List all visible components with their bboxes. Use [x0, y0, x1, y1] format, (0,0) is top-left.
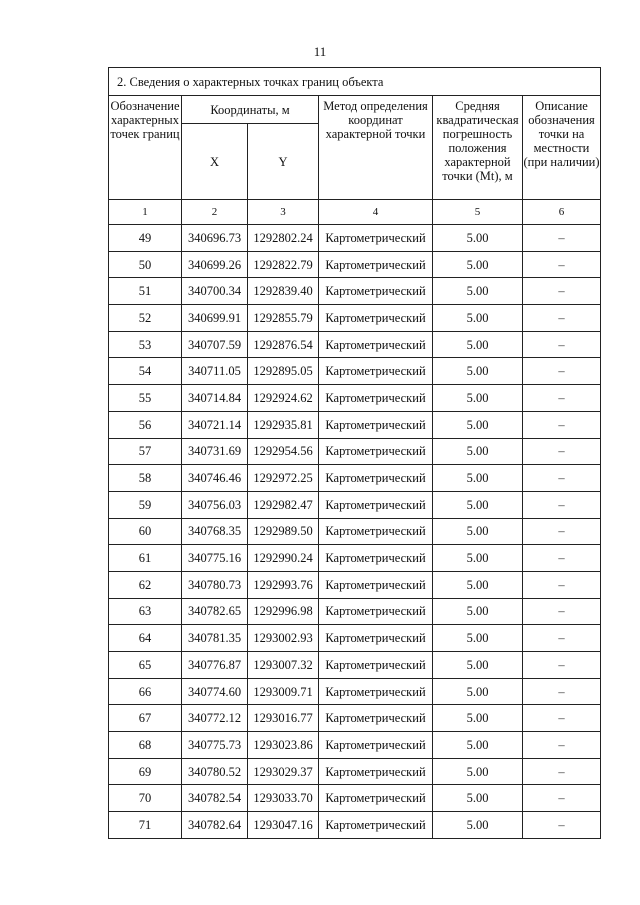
method-cell: Картометрический [319, 545, 433, 572]
accuracy-cell: 5.00 [433, 518, 523, 545]
boundary-points-table [108, 67, 601, 839]
accuracy-cell: 5.00 [433, 251, 523, 278]
description-cell: – [523, 385, 601, 412]
y-coordinate-cell: 1292935.81 [248, 411, 319, 438]
description-cell: – [523, 411, 601, 438]
y-coordinate-cell: 1293007.32 [248, 652, 319, 679]
description-cell: – [523, 785, 601, 812]
y-coordinate-cell: 1292802.24 [248, 225, 319, 252]
table-row [109, 625, 601, 652]
table-row [109, 385, 601, 412]
accuracy-cell: 5.00 [433, 625, 523, 652]
accuracy-cell: 5.00 [433, 305, 523, 332]
method-cell: Картометрический [319, 278, 433, 305]
x-coordinate-cell: 340775.73 [182, 732, 248, 759]
x-coordinate-cell: 340776.87 [182, 652, 248, 679]
accuracy-cell: 5.00 [433, 225, 523, 252]
description-cell: – [523, 758, 601, 785]
header-description: Описание обозначения точки на местности (при наличии) [523, 96, 601, 200]
table-row [109, 652, 601, 679]
point-number-cell: 64 [109, 625, 182, 652]
x-coordinate-cell: 340780.52 [182, 758, 248, 785]
description-cell: – [523, 358, 601, 385]
x-coordinate-cell: 340714.84 [182, 385, 248, 412]
point-number-cell: 68 [109, 732, 182, 759]
column-number: 5 [433, 200, 523, 225]
method-cell: Картометрический [319, 785, 433, 812]
accuracy-cell: 5.00 [433, 732, 523, 759]
x-coordinate-cell: 340780.73 [182, 571, 248, 598]
x-coordinate-cell: 340696.73 [182, 225, 248, 252]
description-cell: – [523, 225, 601, 252]
description-cell: – [523, 598, 601, 625]
point-number-cell: 54 [109, 358, 182, 385]
accuracy-cell: 5.00 [433, 678, 523, 705]
accuracy-cell: 5.00 [433, 571, 523, 598]
method-cell: Картометрический [319, 358, 433, 385]
x-coordinate-cell: 340746.46 [182, 465, 248, 492]
method-cell: Картометрический [319, 411, 433, 438]
point-number-cell: 63 [109, 598, 182, 625]
header-y: Y [248, 124, 319, 200]
x-coordinate-cell: 340699.91 [182, 305, 248, 332]
accuracy-cell: 5.00 [433, 758, 523, 785]
y-coordinate-cell: 1292876.54 [248, 331, 319, 358]
header-x: X [182, 124, 248, 200]
x-coordinate-cell: 340699.26 [182, 251, 248, 278]
table-row [109, 545, 601, 572]
x-coordinate-cell: 340782.65 [182, 598, 248, 625]
table-row [109, 305, 601, 332]
description-cell: – [523, 652, 601, 679]
y-coordinate-cell: 1292982.47 [248, 491, 319, 518]
description-cell: – [523, 625, 601, 652]
y-coordinate-cell: 1292989.50 [248, 518, 319, 545]
description-cell: – [523, 545, 601, 572]
page-number: 11 [313, 44, 327, 59]
point-number-cell: 55 [109, 385, 182, 412]
x-coordinate-cell: 340774.60 [182, 678, 248, 705]
column-number: 2 [182, 200, 248, 225]
column-number: 4 [319, 200, 433, 225]
x-coordinate-cell: 340707.59 [182, 331, 248, 358]
column-number: 6 [523, 200, 601, 225]
table-row [109, 411, 601, 438]
x-coordinate-cell: 340731.69 [182, 438, 248, 465]
method-cell: Картометрический [319, 331, 433, 358]
accuracy-cell: 5.00 [433, 785, 523, 812]
y-coordinate-cell: 1292855.79 [248, 305, 319, 332]
column-number: 3 [248, 200, 319, 225]
table-body [109, 225, 601, 839]
method-cell: Картометрический [319, 812, 433, 839]
point-number-cell: 69 [109, 758, 182, 785]
table-row [109, 785, 601, 812]
point-number-cell: 70 [109, 785, 182, 812]
y-coordinate-cell: 1293023.86 [248, 732, 319, 759]
table-row [109, 438, 601, 465]
method-cell: Картометрический [319, 571, 433, 598]
method-cell: Картометрический [319, 732, 433, 759]
accuracy-cell: 5.00 [433, 438, 523, 465]
point-number-cell: 65 [109, 652, 182, 679]
table-row [109, 465, 601, 492]
accuracy-cell: 5.00 [433, 411, 523, 438]
table-row [109, 812, 601, 839]
y-coordinate-cell: 1292993.76 [248, 571, 319, 598]
method-cell: Картометрический [319, 518, 433, 545]
x-coordinate-cell: 340782.54 [182, 785, 248, 812]
description-cell: – [523, 251, 601, 278]
table-row [109, 705, 601, 732]
point-number-cell: 56 [109, 411, 182, 438]
method-cell: Картометрический [319, 225, 433, 252]
table-row [109, 518, 601, 545]
table-row [109, 732, 601, 759]
description-cell: – [523, 732, 601, 759]
description-cell: – [523, 705, 601, 732]
table-row [109, 758, 601, 785]
description-cell: – [523, 812, 601, 839]
accuracy-cell: 5.00 [433, 652, 523, 679]
y-coordinate-cell: 1292822.79 [248, 251, 319, 278]
y-coordinate-cell: 1292924.62 [248, 385, 319, 412]
description-cell: – [523, 571, 601, 598]
point-number-cell: 58 [109, 465, 182, 492]
point-number-cell: 67 [109, 705, 182, 732]
point-number-cell: 62 [109, 571, 182, 598]
y-coordinate-cell: 1292839.40 [248, 278, 319, 305]
x-coordinate-cell: 340721.14 [182, 411, 248, 438]
y-coordinate-cell: 1293047.16 [248, 812, 319, 839]
point-number-cell: 60 [109, 518, 182, 545]
table-row [109, 491, 601, 518]
x-coordinate-cell: 340756.03 [182, 491, 248, 518]
accuracy-cell: 5.00 [433, 465, 523, 492]
header-method: Метод определения координат характерной точки [319, 96, 433, 200]
method-cell: Картометрический [319, 305, 433, 332]
y-coordinate-cell: 1292954.56 [248, 438, 319, 465]
y-coordinate-cell: 1293009.71 [248, 678, 319, 705]
method-cell: Картометрический [319, 251, 433, 278]
method-cell: Картометрический [319, 758, 433, 785]
accuracy-cell: 5.00 [433, 491, 523, 518]
section-title: 2. Сведения о характерных точках границ объекта [109, 68, 601, 96]
description-cell: – [523, 305, 601, 332]
y-coordinate-cell: 1293029.37 [248, 758, 319, 785]
x-coordinate-cell: 340711.05 [182, 358, 248, 385]
point-number-cell: 66 [109, 678, 182, 705]
method-cell: Картометрический [319, 678, 433, 705]
x-coordinate-cell: 340768.35 [182, 518, 248, 545]
point-number-cell: 59 [109, 491, 182, 518]
y-coordinate-cell: 1292990.24 [248, 545, 319, 572]
accuracy-cell: 5.00 [433, 545, 523, 572]
y-coordinate-cell: 1292972.25 [248, 465, 319, 492]
point-number-cell: 53 [109, 331, 182, 358]
table-row [109, 331, 601, 358]
column-numbers-row [109, 200, 601, 225]
description-cell: – [523, 438, 601, 465]
x-coordinate-cell: 340781.35 [182, 625, 248, 652]
table-row [109, 571, 601, 598]
table-row [109, 678, 601, 705]
y-coordinate-cell: 1293016.77 [248, 705, 319, 732]
header-point-designation: Обозначение характерных точек границ [109, 96, 182, 200]
description-cell: – [523, 491, 601, 518]
point-number-cell: 50 [109, 251, 182, 278]
y-coordinate-cell: 1292895.05 [248, 358, 319, 385]
table-row [109, 278, 601, 305]
method-cell: Картометрический [319, 438, 433, 465]
y-coordinate-cell: 1293033.70 [248, 785, 319, 812]
accuracy-cell: 5.00 [433, 358, 523, 385]
description-cell: – [523, 465, 601, 492]
column-number: 1 [109, 200, 182, 225]
header-accuracy: Средняя квадратическая погрешность положения характерной точки (Mt), м [433, 96, 523, 200]
point-number-cell: 52 [109, 305, 182, 332]
accuracy-cell: 5.00 [433, 812, 523, 839]
point-number-cell: 49 [109, 225, 182, 252]
accuracy-cell: 5.00 [433, 705, 523, 732]
point-number-cell: 61 [109, 545, 182, 572]
table-row [109, 598, 601, 625]
method-cell: Картометрический [319, 385, 433, 412]
table-row [109, 251, 601, 278]
method-cell: Картометрический [319, 652, 433, 679]
accuracy-cell: 5.00 [433, 278, 523, 305]
method-cell: Картометрический [319, 625, 433, 652]
point-number-cell: 71 [109, 812, 182, 839]
accuracy-cell: 5.00 [433, 385, 523, 412]
description-cell: – [523, 518, 601, 545]
x-coordinate-cell: 340772.12 [182, 705, 248, 732]
header-coordinates: Координаты, м [182, 96, 319, 124]
method-cell: Картометрический [319, 465, 433, 492]
y-coordinate-cell: 1292996.98 [248, 598, 319, 625]
table-row [109, 225, 601, 252]
point-number-cell: 57 [109, 438, 182, 465]
x-coordinate-cell: 340782.64 [182, 812, 248, 839]
y-coordinate-cell: 1293002.93 [248, 625, 319, 652]
table-row [109, 358, 601, 385]
description-cell: – [523, 278, 601, 305]
point-number-cell: 51 [109, 278, 182, 305]
x-coordinate-cell: 340700.34 [182, 278, 248, 305]
method-cell: Картометрический [319, 598, 433, 625]
method-cell: Картометрический [319, 705, 433, 732]
x-coordinate-cell: 340775.16 [182, 545, 248, 572]
accuracy-cell: 5.00 [433, 331, 523, 358]
description-cell: – [523, 678, 601, 705]
method-cell: Картометрический [319, 491, 433, 518]
description-cell: – [523, 331, 601, 358]
accuracy-cell: 5.00 [433, 598, 523, 625]
